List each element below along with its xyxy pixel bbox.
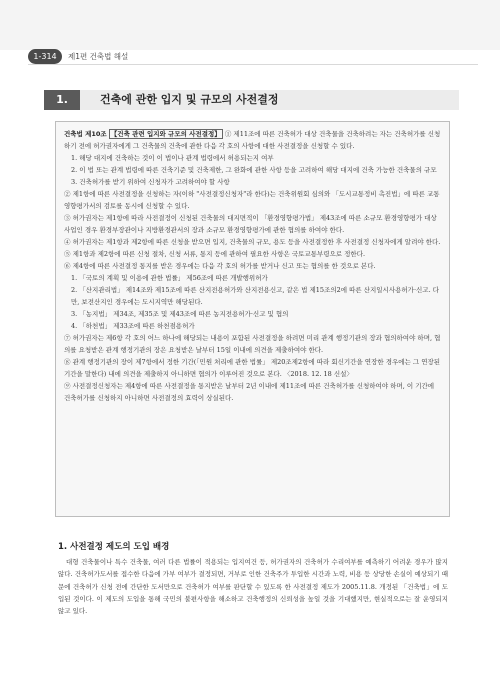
- law-paragraph: ④ 허가권자는 제1항과 제2항에 따른 신청을 받으면 입지, 건축물의 규모, 용도 등을 사전결정한 후 사전결정 신청자에게 알려야 한다.: [64, 238, 441, 246]
- page-header: [28, 49, 478, 64]
- subsection-title: 1. 사전결정 제도의 도입 배경: [58, 542, 170, 552]
- law-article-box: [55, 121, 450, 517]
- section-number: 1.: [44, 90, 80, 110]
- article-number: 건축법 제10조: [64, 130, 107, 138]
- running-chapter-title: 제1편 건축법 해설: [68, 52, 129, 61]
- law-paragraph: ⑦ 허가권자는 제6항 각 호의 어느 하나에 해당되는 내용이 포함된 사전결정을 하려면 미리 관계 행정기관의 장과 협의하여야 하며, 협의를 요청받은 관계 행정기관의 장은 요청받은 날부터 15일 이내에 의견을 제출하여야 한다.: [64, 334, 441, 354]
- header-divider: [28, 64, 478, 65]
- law-item: 2. 「산지관리법」 제14조와 제15조에 따른 산지전용허가와 산지전용신고, 같은 법 제15조의2에 따른 산지일시사용허가·신고. 다만, 보전산지인 경우에는 도시지역만 해당된다.: [71, 286, 439, 306]
- law-item: 3. 「농지법」 제34조, 제35조 및 제43조에 따른 농지전용허가·신고 및 협의: [71, 310, 289, 318]
- law-item: 2. 이 법 또는 관계 법령에 따른 건축기준 및 건축제한, 그 완화에 관한 사항 등을 고려하여 해당 대지에 건축 가능한 건축물의 규모: [71, 166, 437, 174]
- article-title: 【건축 관련 입지와 규모의 사전결정】: [110, 130, 221, 138]
- law-paragraph: ⑤ 제1항과 제2항에 따른 신청 절차, 신청 서류, 통지 등에 관하여 필요한 사항은 국토교통부령으로 정한다.: [64, 250, 366, 258]
- top-band: [0, 0, 500, 50]
- subsection-body: 대형 건축물이나 특수 건축물, 여러 다른 법률이 적용되는 입지여건 등, 허가권자의 건축허가 수리여부를 예측하기 어려운 경우가 많지 않다. 건축허가도서를 접수한 다음에 가부 여부가 결정되면, 거부로 인한 건축주가 투입한 시간과 노력, 비용 등 상당한 손실이 예상되기 때문에 건축허가 신청 전에 간단한 도서만으로 건축허가 여부를 판단할 수 있도록 한 사전결정 제도가 2005.11.8. 개정된 「건축법」에 도입된 것이다. 이 제도의 도입을 통해 국민의 불편사항을 해소하고 건축행정의 신뢰성을 높일 것을 기대했지만, 현실적으로는 잘 운영되지 않고 있다.: [58, 558, 448, 616]
- law-item: 1. 「국토의 계획 및 이용에 관한 법률」 제56조에 따른 개발행위허가: [71, 274, 268, 282]
- section-heading: [44, 90, 459, 110]
- law-paragraph: ③ 허가권자는 제1항에 따라 사전결정이 신청된 건축물의 대지면적이 「환경영향평가법」 제43조에 따른 소규모 환경영향평가 대상사업인 경우 환경부장관이나 지방환경관서의 장과 소규모 환경영향평가에 관한 협의를 하여야 한다.: [64, 214, 437, 234]
- law-paragraph-text: ① 제11조에 따른 건축허가 대상 건축물을 건축하려는 자는 건축허가를 신청하기 전에 허가권자에게 그 건축물의 건축에 관한 다음 각 호의 사항에 대한 사전결정을 신청할 수 있다.: [64, 130, 441, 150]
- law-paragraph: ⑥ 제4항에 따른 사전결정 통지를 받은 경우에는 다음 각 호의 허가를 받거나 신고 또는 협의를 한 것으로 본다.: [64, 262, 376, 270]
- page-number-badge: 1-314: [28, 49, 62, 64]
- law-paragraph-1: [64, 128, 441, 152]
- section-title: 건축에 관한 입지 및 규모의 사전결정: [100, 93, 279, 106]
- law-paragraph: ② 제1항에 따른 사전결정을 신청하는 자(이하 "사전결정신청자"라 한다)는 건축위원회 심의와 「도시교통정비 촉진법」에 따른 교통영향평가서의 검토를 동시에 신청할 수 있다.: [64, 190, 440, 210]
- law-item: 4. 「하천법」 제33조에 따른 하천점용허가: [71, 322, 195, 330]
- law-item: 1. 해당 대지에 건축하는 것이 이 법이나 관계 법령에서 허용되는지 여부: [71, 154, 274, 162]
- law-item: 3. 건축허가를 받기 위하여 신청자가 고려하여야 할 사항: [71, 178, 230, 186]
- law-paragraph: ⑨ 사전결정신청자는 제4항에 따른 사전결정을 통지받은 날부터 2년 이내에 제11조에 따른 건축허가를 신청하여야 하며, 이 기간에 건축허가를 신청하지 아니하면 사전결정의 효력이 상실된다.: [64, 382, 435, 402]
- law-paragraph: ⑧ 관계 행정기관의 장이 제7항에서 정한 기간(「민원 처리에 관한 법률」 제20조제2항에 따라 회신기간을 연장한 경우에는 그 연장된 기간을 말한다) 내에 의견을 제출하지 아니하면 협의가 이루어진 것으로 본다. 〈2018. 12. 18 신설〉: [64, 358, 441, 378]
